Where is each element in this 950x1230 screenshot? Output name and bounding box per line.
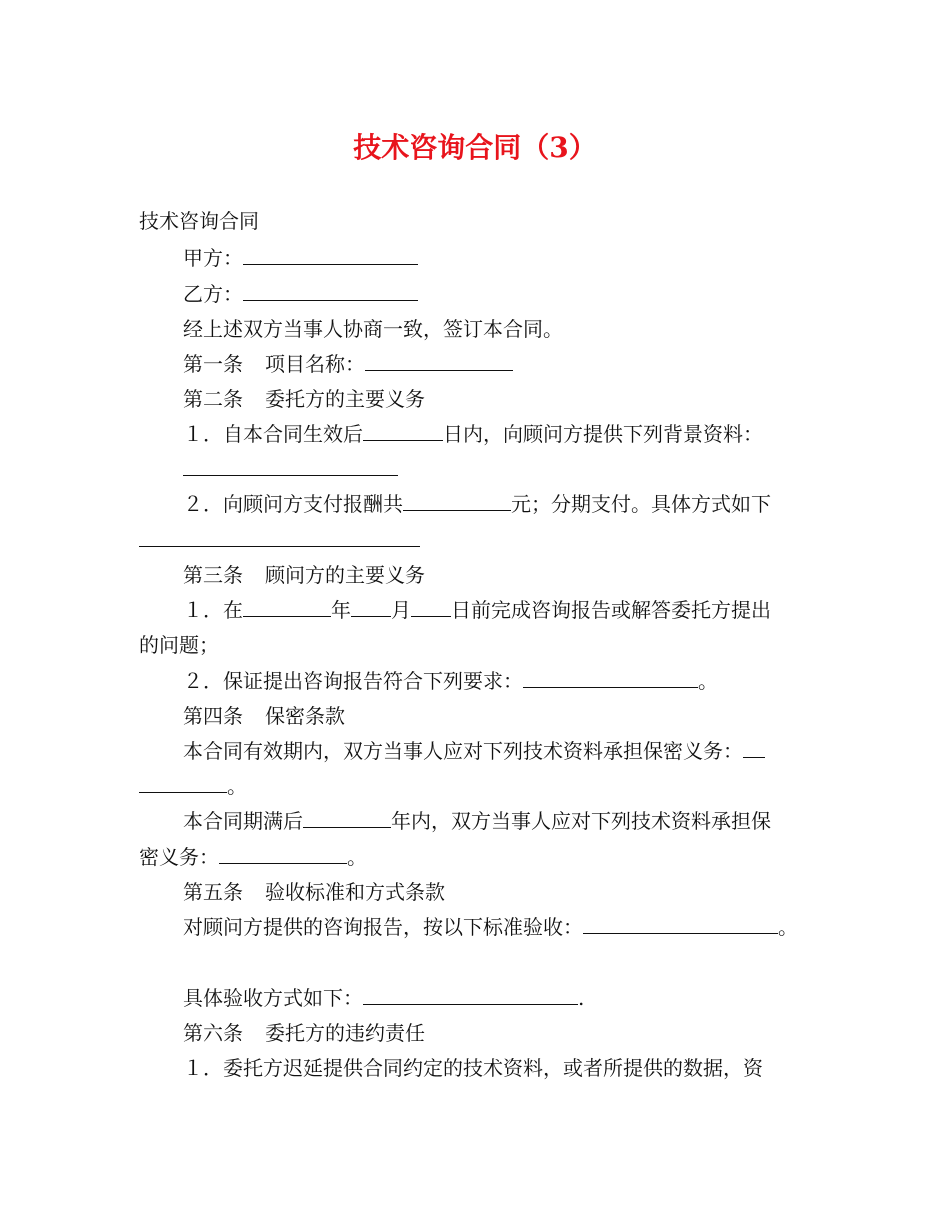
report-requirements-blank — [523, 668, 698, 688]
article-1-number: 第一条 — [183, 352, 243, 376]
article-4-paragraph-2-continued — [139, 844, 367, 870]
days-blank — [363, 421, 443, 441]
background-materials-line — [183, 456, 398, 482]
article-5-heading — [183, 879, 445, 905]
party-b-label: 乙方： — [183, 282, 243, 306]
article-4-paragraph-1 — [183, 738, 765, 764]
year-blank — [243, 597, 331, 617]
contract-heading: 技术咨询合同 — [139, 209, 259, 233]
party-a-blank — [243, 245, 418, 265]
article-2-item-1 — [183, 421, 763, 447]
party-a-label: 甲方： — [183, 246, 243, 270]
article-3-number: 第三条 — [183, 563, 243, 587]
article-5-paragraph-1 — [183, 914, 798, 940]
article-2-item-2-text-a: ２．向顾问方支付报酬共 — [183, 492, 403, 516]
article-4-paragraph-2-text-b: 年内，双方当事人应对下列技术资料承担保 — [391, 809, 771, 833]
article-5-paragraph-2-end: . — [578, 986, 585, 1010]
post-expiry-confidential-blank — [219, 844, 347, 864]
article-1-title: 项目名称： — [265, 352, 365, 376]
article-6-heading — [183, 1020, 425, 1046]
intro-paragraph: 经上述双方当事人协商一致，签订本合同。 — [183, 317, 563, 341]
party-a-line — [183, 245, 418, 271]
article-5-number: 第五条 — [183, 880, 243, 904]
article-4-number: 第四条 — [183, 704, 243, 728]
article-6-title: 委托方的违约责任 — [265, 1021, 425, 1045]
background-materials-blank — [183, 456, 398, 476]
confidential-materials-blank-a — [743, 738, 765, 758]
article-3-item-2 — [183, 668, 718, 694]
article-3-title: 顾问方的主要义务 — [265, 563, 425, 587]
article-3-item-1-continued: 的问题； — [139, 633, 219, 657]
article-4-paragraph-2 — [183, 808, 771, 834]
article-2-heading — [183, 386, 425, 412]
party-b-blank — [243, 281, 418, 301]
month-label: 月 — [391, 598, 411, 622]
party-b-line — [183, 281, 418, 307]
payment-method-line — [139, 527, 420, 553]
article-3-heading — [183, 562, 425, 588]
article-5-paragraph-1-end: 。 — [778, 915, 798, 939]
article-4-paragraph-1-continued — [139, 773, 247, 799]
confidential-materials-blank-b — [139, 773, 227, 793]
article-2-item-2 — [183, 491, 771, 517]
article-2-item-2-text-b: 元；分期支付。具体方式如下 — [511, 492, 771, 516]
article-5-title: 验收标准和方式条款 — [265, 880, 445, 904]
month-blank — [351, 597, 391, 617]
payment-amount-blank — [403, 491, 511, 511]
article-3-item-1 — [183, 597, 771, 623]
article-2-item-1-text-b: 日内，向顾问方提供下列背景资料： — [443, 422, 763, 446]
article-4-paragraph-2-end: 。 — [347, 845, 367, 869]
acceptance-standard-blank — [583, 914, 778, 934]
document-title: 技术咨询合同（3） — [353, 131, 597, 164]
payment-method-blank — [139, 527, 420, 547]
day-blank — [411, 597, 451, 617]
article-4-paragraph-2-text-c: 密义务： — [139, 845, 219, 869]
article-2-number: 第二条 — [183, 387, 243, 411]
article-5-paragraph-2-text: 具体验收方式如下： — [183, 986, 363, 1010]
years-after-expiry-blank — [303, 808, 391, 828]
article-3-item-2-end: 。 — [698, 669, 718, 693]
acceptance-method-blank — [363, 985, 578, 1005]
article-6-number: 第六条 — [183, 1021, 243, 1045]
article-5-paragraph-2 — [183, 985, 584, 1011]
project-name-blank — [365, 351, 513, 371]
article-4-paragraph-2-text-a: 本合同期满后 — [183, 809, 303, 833]
article-3-item-1-text-a: １．在 — [183, 598, 243, 622]
year-label: 年 — [331, 598, 351, 622]
article-4-paragraph-1-end: 。 — [227, 774, 247, 798]
article-4-paragraph-1-text: 本合同有效期内，双方当事人应对下列技术资料承担保密义务： — [183, 739, 743, 763]
article-6-item-1: １．委托方迟延提供合同约定的技术资料，或者所提供的数据，资 — [183, 1056, 763, 1080]
article-5-paragraph-1-text: 对顾问方提供的咨询报告，按以下标准验收： — [183, 915, 583, 939]
article-2-title: 委托方的主要义务 — [265, 387, 425, 411]
article-1-line — [183, 351, 513, 377]
article-4-heading — [183, 703, 345, 729]
article-3-item-2-text: ２．保证提出咨询报告符合下列要求： — [183, 669, 523, 693]
article-4-title: 保密条款 — [265, 704, 345, 728]
article-2-item-1-text-a: １．自本合同生效后 — [183, 422, 363, 446]
article-3-item-1-text-b: 日前完成咨询报告或解答委托方提出 — [451, 598, 771, 622]
